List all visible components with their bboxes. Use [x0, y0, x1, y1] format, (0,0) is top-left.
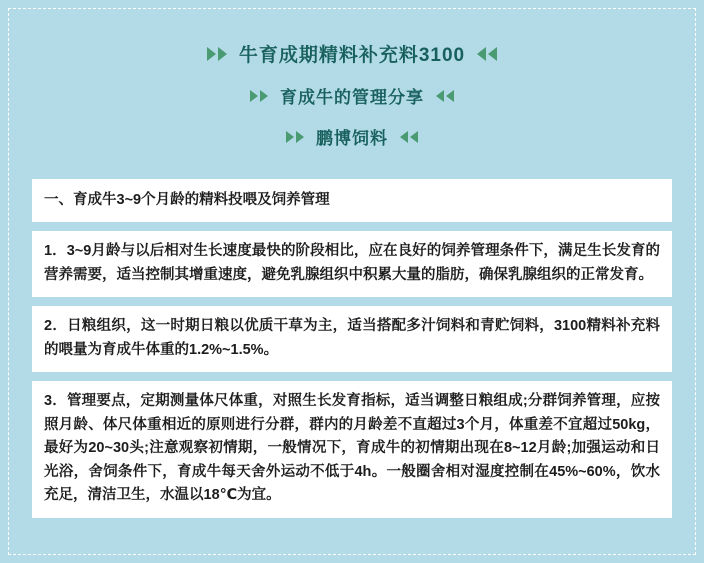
title-line-3-text: 鹏博饲料 [316, 129, 388, 148]
paragraph-text: 1．3~9月龄与以后相对生长速度最快的阶段相比，应在良好的饲养管理条件下，满足生长发育的营养需要，适当控制其增重速度，避免乳腺组织中积累大量的脂肪，确保乳腺组织的正常发育。 [44, 243, 660, 283]
paragraph-text: 2．日粮组织，这一时期日粮以优质干草为主，适当搭配多汁饲料和青贮饲料，3100精料补充料的喂量为育成牛体重的1.2%~1.5%。 [44, 318, 660, 358]
double-arrow-left-icon [475, 47, 497, 61]
section-heading-text: 一、育成牛3~9个月龄的精料投喂及饲养管理 [44, 192, 330, 208]
document-content [10, 10, 694, 537]
double-arrow-right-icon [250, 90, 270, 102]
title-line-2-text: 育成牛的管理分享 [280, 88, 424, 107]
section-paragraph-3 [32, 381, 672, 517]
title-block [32, 26, 672, 149]
section-paragraph-2 [32, 306, 672, 372]
double-arrow-left-icon [434, 90, 454, 102]
title-line-2 [32, 83, 672, 108]
double-arrow-right-icon [207, 47, 229, 61]
section-heading [32, 179, 672, 222]
title-line-1-text: 牛育成期精料补充料3100 [238, 45, 466, 66]
paragraph-text: 3．管理要点，定期测量体尺体重，对照生长发育指标，适当调整日粮组成;分群饲养管理，应按照月龄、体尺体重相近的原则进行分群，群内的月龄差不直超过3个月，体重差不宜超过50kg，最好为20~30头;注意观察初情期，一般情况下，育成牛的初情期出现在8~12月龄;加强运动和日光浴，舍饲条件下，育成牛每天舍外运动不低于4h。一般圈舍相对湿度控制在45%~60%，饮水充足，清洁卫生，水温以18℃为宜。 [44, 393, 660, 504]
double-arrow-left-icon [398, 131, 418, 143]
double-arrow-right-icon [286, 131, 306, 143]
title-line-3 [32, 124, 672, 149]
title-line-1 [32, 40, 672, 67]
section-paragraph-1 [32, 231, 672, 297]
